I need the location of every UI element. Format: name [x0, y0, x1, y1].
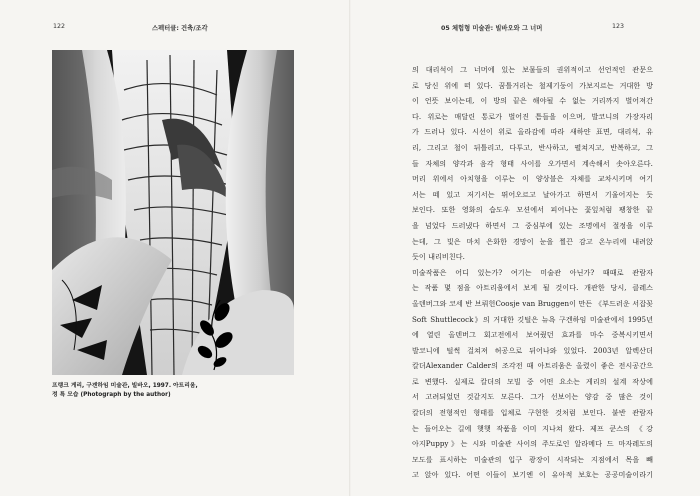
caption-line: 프랭크 게리, 구겐하임 미술관, 빌바오, 1997. 아트리움, [52, 383, 198, 389]
left-page-number: 122 [53, 23, 66, 30]
body-line: 는 작품 몇 점을 아트리움에서 보게 될 것이다. 개관한 당시, 클레스 [412, 283, 653, 293]
body-line: 에 열린 올덴버그 회고전에서 보여줬던 효과를 마수 중복시키면서 [412, 330, 653, 340]
body-line: Soft Shuttlecock》의 거대한 깃털은 뉴욕 구겐하임 미술관에서 1995년 [412, 314, 653, 324]
body-line: 머리 위에서 아치형을 이루는 이 양상블은 자체를 교차시키며 여기 [412, 174, 653, 184]
gutter [349, 0, 351, 496]
body-line: 미술작품은 어디 있는가? 여기는 미술관 아닌가? 때때로 관람자 [412, 267, 653, 277]
caption-line: 정 특 모습 (Photograph by the author) [52, 392, 171, 399]
body-line: 는 들어오는 길에 햇햇 작품을 이미 지나쳐 왔다. 제프 쿤스의 《강 [412, 423, 653, 433]
body-line: 가 드러나 있다. 시선이 위로 올라감에 따라 새하얀 표면, 대리석, 유 [412, 127, 653, 137]
body-line: 듯이 내리비친다. [412, 252, 465, 262]
body-line: 보인다. 또한 영화의 습도우 모션에서 피어나는 꽃잎처럼 팽창한 끝 [412, 205, 653, 215]
body-line: 리, 그리고 철이 뒤틀리고, 다투고, 반사하고, 펼쳐지고, 반복하고, 그 [412, 142, 653, 152]
left-running-title: 스펙터클: 건축/조각 [152, 25, 208, 32]
body-line: 아지Puppy》는 시와 미술관 사이의 주도로인 알라메다 드 마자레도의 [412, 439, 653, 449]
body-line: 서는 떼 있고 저기서는 뛰어오르고 날아가고 하면서 기울어지는 듯 [412, 189, 653, 199]
body-line: 발코니에 털썩 걸쳐져 허공으로 뒤어나와 있었다. 2003년 알렉산더 [412, 345, 653, 355]
body-line: 칼더의 전형적인 형태를 입체로 구현한 것처럼 보인다. 붙반 관람자 [412, 408, 653, 418]
body-line: 서 고려되었던 것같지도 모른다. 그가 선보이는 양감 중 많은 것이 [412, 392, 653, 402]
body-text [412, 62, 653, 483]
body-line: 의 대리석이 그 너머에 있는 보물들의 권위적이고 선언적인 관문으 [412, 65, 653, 74]
body-line: 들 자체의 양각과 음각 형태 사이를 오가면서 계속해서 솟아오른다. [412, 158, 653, 168]
right-running-title: 05 체험형 미술관: 빌바오와 그 너머 [441, 25, 543, 32]
body-line: 칼더Alexander Calder의 조각전 때 아트리움은 올렸이 좋은 전시공간으 [412, 361, 653, 371]
body-line: 모도를 표시하는 미술관의 입구 광장이 시작되는 지점에서 목을 빼 [412, 454, 653, 464]
body-line: 고 앉아 있다. 어떤 이들이 보기엔 이 유아적 보호는 공공미술이라기 [412, 470, 653, 480]
body-line: 로 당신 위에 떠 있다. 꿈틀거리는 철제기둥이 가보지르는 거대한 방 [412, 80, 653, 90]
body-line: 로 변했다. 실제로 칼더의 모빌 중 어떤 요소는 게리의 설계 작상에 [412, 376, 653, 386]
body-line: 는데, 그 빛은 마치 은화한 경망이 눈을 찔끈 감고 온누리에 내려앉 [412, 236, 653, 246]
body-line: 올덴버그와 코세 반 브뤼헌Coosje van Bruggen이 만든 《부드러운 서잡꽂 [412, 298, 653, 308]
body-line: 이 언뜻 보이는데, 이 방의 끝은 해야될 수 없는 거리까지 벌어져간 [412, 96, 653, 106]
body-line: 다. 위로는 매달린 통로가 벌어진 틈들을 이으며, 발코니의 가장자리 [412, 111, 653, 121]
body-line: 을 넘었다 드러냈다 하면서 그 중심부에 있는 조명에서 절정을 이루 [412, 220, 653, 230]
atrium-photograph [52, 50, 294, 375]
figure-caption [52, 382, 292, 400]
right-page-number: 123 [612, 23, 625, 30]
